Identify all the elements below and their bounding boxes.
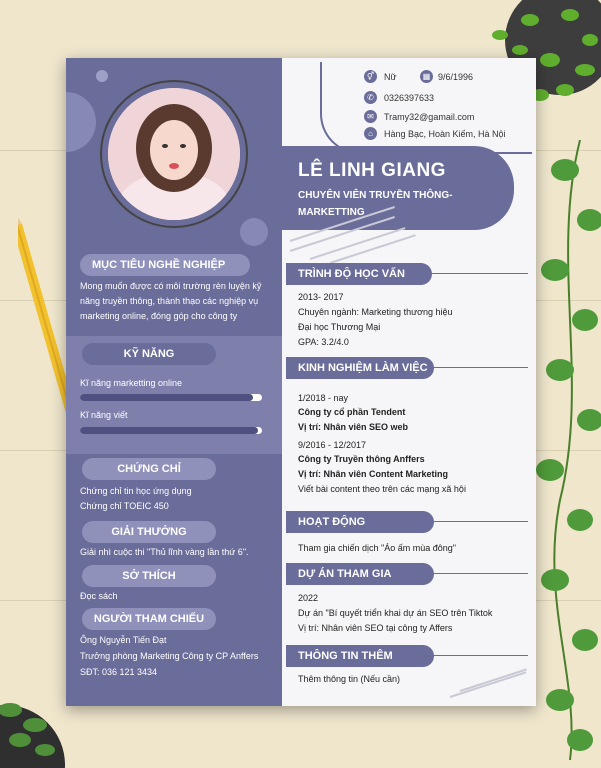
section-rule bbox=[432, 273, 528, 274]
job-company: Công ty cổ phần Tendent bbox=[298, 407, 406, 417]
skill-bar-fill bbox=[80, 394, 253, 401]
education-line: 2013- 2017 bbox=[298, 292, 344, 302]
decor-dot bbox=[96, 70, 108, 82]
project-line: Vị trí: Nhân viên SEO tại công ty Affers bbox=[298, 623, 453, 633]
skill-label: Kĩ năng marketting online bbox=[80, 378, 183, 388]
references-heading: NGƯỜI THAM CHIẾU bbox=[82, 608, 216, 630]
section-rule bbox=[434, 573, 528, 574]
avatar bbox=[108, 88, 240, 220]
skill-bar bbox=[80, 394, 262, 401]
objective-line: marketing online, đóng góp cho công ty bbox=[80, 311, 238, 321]
extra-heading: THÔNG TIN THÊM bbox=[286, 645, 434, 667]
mail-icon: ✉ bbox=[364, 110, 377, 123]
job-description: Viết bài content theo trên các mạng xã hội bbox=[298, 484, 466, 494]
education-line: GPA: 3.2/4.0 bbox=[298, 337, 349, 347]
objective-line: năng truyền thông, thành thạo các nghiệp vụ bbox=[80, 296, 259, 306]
section-rule bbox=[434, 521, 528, 522]
skill-label: Kĩ năng viết bbox=[80, 410, 128, 420]
objective-line: Mong muốn được có môi trường rèn luyện kỹ bbox=[80, 281, 262, 291]
activity-line: Tham gia chiến dịch "Áo ấm mùa đông" bbox=[298, 543, 456, 553]
awards-heading: GIẢI THƯỞNG bbox=[82, 521, 216, 543]
decor-circle bbox=[240, 218, 268, 246]
dob-text: 9/6/1996 bbox=[438, 72, 474, 82]
skill-bar-fill bbox=[80, 427, 258, 434]
skill-bar bbox=[80, 427, 262, 434]
reference-line: SĐT: 036 121 3434 bbox=[80, 667, 158, 677]
hobbies-heading: SỞ THÍCH bbox=[82, 565, 216, 587]
job-title-line2: MARKETTING bbox=[298, 207, 365, 218]
experience-heading: KINH NGHIỆM LÀM VIỆC bbox=[286, 357, 434, 379]
skills-heading: KỸ NĂNG bbox=[82, 343, 216, 365]
certificates-heading: CHỨNG CHỈ bbox=[82, 458, 216, 480]
section-rule bbox=[434, 655, 528, 656]
full-name: LÊ LINH GIANG bbox=[298, 160, 446, 181]
calendar-icon: ▦ bbox=[420, 70, 433, 83]
home-icon: ⌂ bbox=[364, 127, 377, 140]
section-rule bbox=[434, 367, 528, 368]
reference-line: Ông Nguyễn Tiến Đạt bbox=[80, 635, 167, 645]
job-company: Công ty Truyền thông Anffers bbox=[298, 454, 425, 464]
award-line: Giải nhì cuộc thi "Thủ lĩnh vàng lần thứ 6". bbox=[80, 547, 249, 557]
job-period: 9/2016 - 12/2017 bbox=[298, 440, 367, 450]
phone-text: 0326397633 bbox=[384, 93, 435, 103]
project-line: 2022 bbox=[298, 593, 319, 603]
reference-line: Trưởng phòng Marketing Công ty CP Anffers bbox=[80, 651, 259, 661]
phone-icon: ✆ bbox=[364, 91, 377, 104]
portrait-image bbox=[108, 88, 240, 220]
project-line: Dự án "Bí quyết triển khai dự án SEO trên Tiktok bbox=[298, 608, 493, 618]
education-line: Chuyên ngành: Marketing thương hiệu bbox=[298, 307, 453, 317]
activities-heading: HOẠT ĐỘNG bbox=[286, 511, 434, 533]
education-heading: TRÌNH ĐỘ HỌC VẤN bbox=[286, 263, 432, 285]
education-line: Đại học Thương Mại bbox=[298, 322, 381, 332]
hobby-line: Đọc sách bbox=[80, 591, 118, 601]
projects-heading: DỰ ÁN THAM GIA bbox=[286, 563, 434, 585]
gender-text: Nữ bbox=[384, 72, 397, 82]
plant-bottom-left bbox=[0, 670, 70, 768]
gender-icon: ⚥ bbox=[364, 70, 377, 83]
job-position: Vị trí: Nhân viên SEO web bbox=[298, 422, 409, 432]
certificate-line: Chứng chỉ tin học ứng dụng bbox=[80, 486, 192, 496]
address-text: Hàng Bạc, Hoàn Kiếm, Hà Nội bbox=[384, 129, 506, 139]
job-position: Vị trí: Nhân viên Content Marketing bbox=[298, 469, 449, 479]
job-period: 1/2018 - nay bbox=[298, 393, 349, 403]
extra-line: Thêm thông tin (Nếu cần) bbox=[298, 674, 401, 684]
objective-heading: MỤC TIÊU NGHỀ NGHIỆP bbox=[80, 254, 250, 276]
email-text: Tramy32@gamail.com bbox=[384, 112, 475, 122]
certificate-line: Chứng chỉ TOEIC 450 bbox=[80, 501, 169, 511]
job-title-line1: CHUYÊN VIÊN TRUYỀN THÔNG- bbox=[298, 190, 453, 201]
